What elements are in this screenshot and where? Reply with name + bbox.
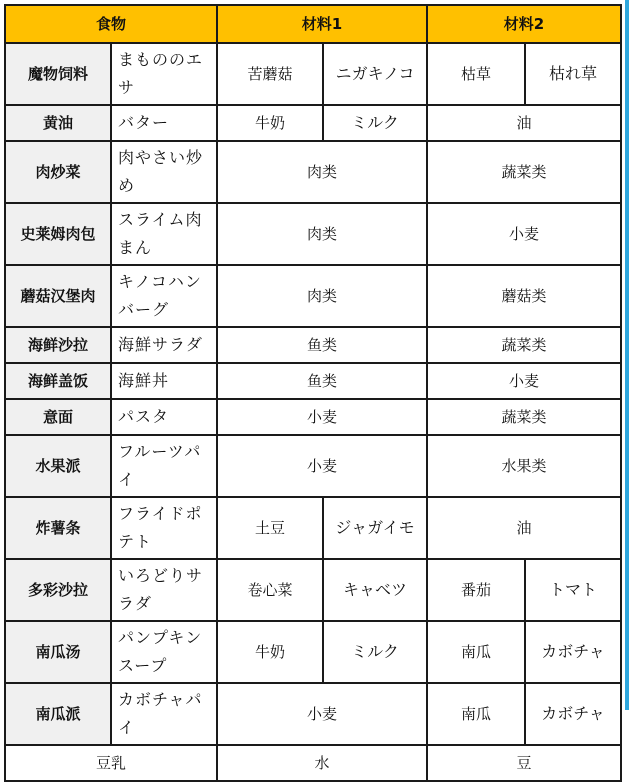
food-jp: フルーツパイ	[111, 435, 217, 497]
table-row	[5, 399, 621, 435]
header-material1: 材料1	[217, 5, 427, 43]
food-zh: 海鲜沙拉	[5, 327, 111, 363]
material2: 小麦	[427, 203, 621, 265]
food-zh: 黄油	[5, 105, 111, 141]
material2: 蘑菇类	[427, 265, 621, 327]
material2: 蔬菜类	[427, 141, 621, 203]
material1: 小麦	[217, 399, 427, 435]
food-zh: 意面	[5, 399, 111, 435]
material2: 蔬菜类	[427, 327, 621, 363]
food-jp: カボチャパイ	[111, 683, 217, 745]
material2-zh: 枯草	[427, 43, 525, 105]
table-row	[5, 105, 621, 141]
food-zh: 南瓜汤	[5, 621, 111, 683]
food-jp: スライム肉まん	[111, 203, 217, 265]
food-zh: 炸薯条	[5, 497, 111, 559]
table-row	[5, 265, 621, 327]
food-zh: 蘑菇汉堡肉	[5, 265, 111, 327]
material1-jp: ジャガイモ	[323, 497, 427, 559]
table-row	[5, 141, 621, 203]
food-jp: 海鮮サラダ	[111, 327, 217, 363]
material1-zh: 土豆	[217, 497, 323, 559]
material2: 油	[427, 105, 621, 141]
material1-jp: ミルク	[323, 621, 427, 683]
table-row	[5, 203, 621, 265]
table-row	[5, 745, 621, 781]
food-merged: 豆乳	[5, 745, 217, 781]
material2: 豆	[427, 745, 621, 781]
material2: 水果类	[427, 435, 621, 497]
table-row	[5, 327, 621, 363]
material2-zh: 番茄	[427, 559, 525, 621]
header-food: 食物	[5, 5, 217, 43]
material1: 鱼类	[217, 363, 427, 399]
table-row	[5, 497, 621, 559]
table-row	[5, 43, 621, 105]
recipe-table	[4, 4, 622, 782]
food-jp: 海鮮丼	[111, 363, 217, 399]
food-zh: 魔物饲料	[5, 43, 111, 105]
header-row	[5, 5, 621, 43]
material1-zh: 牛奶	[217, 621, 323, 683]
material1-jp: キャベツ	[323, 559, 427, 621]
material2-jp: カボチャ	[525, 683, 621, 745]
material2: 小麦	[427, 363, 621, 399]
food-zh: 水果派	[5, 435, 111, 497]
table-row	[5, 559, 621, 621]
food-jp: キノコハンバーグ	[111, 265, 217, 327]
table-row	[5, 435, 621, 497]
material1: 肉类	[217, 203, 427, 265]
material2-jp: カボチャ	[525, 621, 621, 683]
food-jp: いろどりサラダ	[111, 559, 217, 621]
header-material2: 材料2	[427, 5, 621, 43]
food-zh: 南瓜派	[5, 683, 111, 745]
food-jp: バター	[111, 105, 217, 141]
food-zh: 肉炒菜	[5, 141, 111, 203]
food-jp: パンプキンスープ	[111, 621, 217, 683]
food-zh: 海鲜盖饭	[5, 363, 111, 399]
material1: 水	[217, 745, 427, 781]
material1: 肉类	[217, 265, 427, 327]
material1-zh: 卷心菜	[217, 559, 323, 621]
material1: 肉类	[217, 141, 427, 203]
food-zh: 多彩沙拉	[5, 559, 111, 621]
table-row	[5, 683, 621, 745]
material1-jp: ミルク	[323, 105, 427, 141]
table-row	[5, 621, 621, 683]
material1-jp: ニガキノコ	[323, 43, 427, 105]
food-jp: フライドポテト	[111, 497, 217, 559]
material2: 蔬菜类	[427, 399, 621, 435]
material2-jp: トマト	[525, 559, 621, 621]
material1-zh: 苦蘑菇	[217, 43, 323, 105]
table-row	[5, 363, 621, 399]
material1: 小麦	[217, 435, 427, 497]
food-zh: 史莱姆肉包	[5, 203, 111, 265]
material2-zh: 南瓜	[427, 621, 525, 683]
food-jp: 肉やさい炒め	[111, 141, 217, 203]
material2: 油	[427, 497, 621, 559]
food-jp: パスタ	[111, 399, 217, 435]
food-jp: まもののエサ	[111, 43, 217, 105]
material2-jp: 枯れ草	[525, 43, 621, 105]
material1-zh: 牛奶	[217, 105, 323, 141]
material2-zh: 南瓜	[427, 683, 525, 745]
material1: 小麦	[217, 683, 427, 745]
material1: 鱼类	[217, 327, 427, 363]
